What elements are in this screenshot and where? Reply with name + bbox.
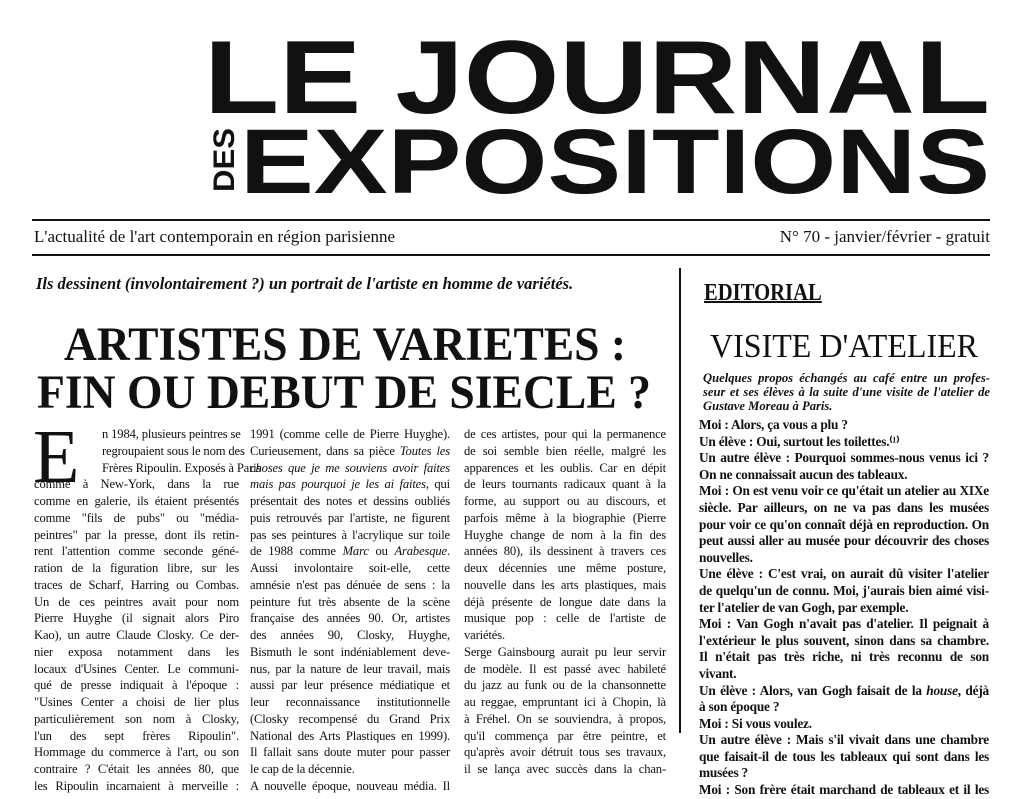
- text-line: Il fallait sans doute muter pour passer: [250, 745, 450, 760]
- dialogue-line: que faisait-il de tous les tableaux qui sont dans les: [699, 748, 989, 764]
- text-line: puis retrouvés par l'artiste, ne figurent: [250, 510, 450, 525]
- text-line: National des Arts Plastiques en 1999).: [250, 728, 450, 743]
- dialogue-line: Un élève : Oui, surtout les toilettes.⁽¹⁾: [699, 433, 900, 449]
- text-line: locaux d'Usines Center. Le communi-: [34, 661, 239, 676]
- masthead-title-line2: EXPOSITIONS: [240, 111, 990, 213]
- text-line: française des années 90. Or, artistes: [250, 611, 450, 626]
- editorial-dialogue: [699, 417, 989, 799]
- text-line: de ces artistes, pour qui la permanence: [464, 427, 666, 441]
- dialogue-line: Moi : Si vous voulez.: [699, 715, 812, 731]
- text-line: nier exposa notamment dans les: [34, 644, 239, 659]
- text-line: amnésie n'est pas dénuée de sens : la: [250, 577, 450, 592]
- article-column-2: [250, 426, 450, 795]
- dialogue-line: l'extérieur le plus souvent, sinon dans sa chambre.: [699, 632, 989, 648]
- text-line: mais pas pourquoi je les ai faites, qui: [250, 477, 451, 492]
- text-line: forme, au support ou au discours, et: [464, 494, 666, 508]
- text-line: variétés.: [464, 628, 505, 642]
- text-line: de 1988 comme Marc ou Arabesque.: [250, 544, 450, 559]
- text-line: contraire ? C'était les années 80, que: [34, 762, 239, 776]
- text-line: déjà présente de longue date dans la: [464, 594, 666, 609]
- text-line: parfois même à la biographie (Pierre: [464, 510, 666, 525]
- dialogue-line: Moi : Son frère était marchand de tableaux et il les: [699, 782, 989, 798]
- text-line: Curieusement, dans sa pièce Toutes les: [250, 443, 450, 458]
- text-line: comme "fils de pubs" ou "média-: [34, 510, 239, 525]
- headline-line2: FIN OU DEBUT DE SIECLE ?: [37, 366, 651, 419]
- text-line: 1991 (comme celle de Pierre Huyghe).: [250, 427, 450, 441]
- intro-line: Gustave Moreau à Paris.: [703, 399, 833, 414]
- text-line: l'un des sept frères Ripoulin".: [34, 728, 239, 743]
- editorial-title: [700, 322, 990, 366]
- text-line: regroupaient sous le nom des: [102, 443, 245, 458]
- dialogue-line: Moi : On est venu voir ce qu'était un atelier au XIXe: [699, 483, 989, 499]
- text-line: ration de la figuration libre, sur les: [34, 561, 239, 575]
- intro-line: Quelques propos échangés au café entre un profes-: [703, 371, 990, 385]
- article-headline: [0, 300, 680, 420]
- dialogue-line: musées ?: [699, 765, 748, 781]
- masthead-rule-bottom: [32, 254, 990, 256]
- text-line: qu'après avoir détruit tous ses travaux,: [464, 745, 666, 760]
- text-line: Huyghe change de nom à la fin des: [464, 527, 666, 542]
- article-kicker: Ils dessinent (involontairement ?) un portrait de l'artiste en homme de variétés.: [36, 274, 574, 293]
- text-line: pas ses peintures à l'acrylique sur toile: [250, 527, 450, 542]
- text-line: aussi par leur présence médiatique et: [250, 678, 450, 693]
- dialogue-line: vivant.: [699, 665, 737, 681]
- text-line: Frères Ripoulin. Exposés à Paris: [102, 460, 262, 475]
- dialogue-line: ter l'atelier de van Gogh, par exemple.: [699, 599, 909, 615]
- dialogue-line: pour voir ce qu'on connaît déjà en reproduction. On: [699, 516, 989, 532]
- drop-cap: E: [33, 415, 80, 499]
- dialogue-line: à son époque ?: [699, 699, 780, 715]
- text-line: Aussi involontaire soit-elle, cette: [250, 561, 450, 575]
- text-line: nus, par la nature de leur travail, mais: [250, 661, 450, 676]
- text-line: nouvelle dans les arts plastiques, mais: [464, 577, 666, 592]
- dialogue-line: Une élève : C'est vrai, on aurait dû visiter l'atelier: [699, 566, 989, 582]
- text-line: Un de ces peintres avait pour nom: [34, 594, 239, 609]
- text-line: qué de presse indiquait à l'époque :: [34, 678, 239, 693]
- dialogue-line: Moi : Alors, ça vous a plu ?: [699, 417, 848, 432]
- text-line: comme à New-York, dans la rue: [34, 477, 239, 492]
- editorial-section-label: EDITORIAL: [704, 280, 822, 306]
- text-line: Serge Gainsbourg aurait pu leur servir: [464, 644, 666, 659]
- editorial-intro: [703, 371, 990, 414]
- text-line: peinture fut très absente de la scène: [250, 594, 450, 609]
- dialogue-line: siècle. Par ailleurs, on ne va pas dans les musées: [699, 499, 989, 515]
- masthead-title-line1: LE JOURNAL: [204, 20, 990, 136]
- text-line: (Closky recompensé du Grand Prix: [250, 711, 450, 726]
- text-line: choses que je me souviens avoir faites: [250, 460, 450, 475]
- article-column-1: [34, 426, 262, 795]
- text-line: le cap de la décennie.: [250, 762, 355, 776]
- text-line: présentait des notes et dessins oubliés: [250, 494, 450, 508]
- dialogue-line: Un autre élève : Pourquoi sommes-nous venus ici ?: [699, 450, 989, 466]
- text-line: qu'il commença par être peintre, et: [464, 728, 666, 743]
- text-line: musique pop : celle de l'artiste de: [464, 611, 666, 626]
- text-line: du jazz au funk ou de la chansonnette: [464, 678, 666, 693]
- headline-line1: ARTISTES DE VARIETES :: [64, 318, 626, 371]
- text-line: Bismuth le sont indéniablement deve-: [250, 644, 450, 659]
- text-line: "Usines Center a choisi de lier plus: [34, 695, 239, 709]
- text-line: Kao), un autre Claude Closky. Ce der-: [34, 628, 239, 642]
- text-line: A nouvelle époque, nouveau média. Il: [250, 778, 450, 793]
- text-line: les Ripoulin incarnaient à merveille :: [34, 778, 239, 793]
- editorial-title-text: VISITE D'ATELIER: [710, 328, 979, 365]
- text-line: traces de Scharf, Harring ou Combas.: [34, 577, 239, 592]
- text-line: à Fréhel. On se souviendra, à propos,: [464, 711, 666, 726]
- text-line: années 80), ils dessinent à travers ces: [464, 544, 666, 559]
- text-line: n 1984, plusieurs peintres se: [102, 427, 241, 441]
- dialogue-line: nouvelles.: [699, 549, 753, 565]
- text-line: comme en galerie, ils étaient présentés: [34, 494, 239, 508]
- dialogue-line: de quelqu'un de connu. Moi, j'aurais bien aimé visi-: [699, 582, 989, 598]
- text-line: particulièrement son nom à Closky,: [34, 711, 239, 726]
- dialogue-line: Il n'était pas très riche, ni très reconnu de son: [699, 649, 989, 665]
- text-line: de soi semble bien réelle, malgré les: [464, 443, 666, 458]
- text-line: deux décennies une même posture,: [464, 561, 666, 575]
- text-line: apparences et les oublis. Car en dépit: [464, 460, 666, 475]
- masthead: [0, 0, 1024, 213]
- text-line: Hommage du commerce à l'art, ou son: [34, 745, 239, 760]
- dialogue-line: peut aussi aller au musée pour découvrir des choses: [699, 533, 989, 549]
- text-line: des années 90, Closky, Huyghe,: [250, 628, 450, 642]
- dialogue-line: On ne connaissait aucun des tableaux.: [699, 466, 908, 482]
- masthead-rule-top: [32, 219, 990, 221]
- dialogue-line: Un élève : Alors, van Gogh faisait de la house, déjà: [699, 682, 989, 698]
- text-line: leur reconnaissance institutionnelle: [250, 695, 450, 709]
- intro-line: seur et ses élèves à la suite d'une visite de l'atelier de: [703, 385, 990, 400]
- tagline: L'actualité de l'art contemporain en région parisienne: [34, 227, 396, 246]
- masthead-des: DES: [208, 130, 241, 192]
- text-line: il se lança avec succès dans la chan-: [464, 762, 666, 776]
- text-line: peintres" par la presse, dont ils retin-: [34, 527, 239, 542]
- text-line: au reggae, empruntant ici à Chopin, là: [464, 695, 666, 709]
- issue-info: N° 70 - janvier/février - gratuit: [779, 227, 990, 246]
- dialogue-line: Un autre élève : Mais s'il vivait dans une chambre: [699, 732, 989, 748]
- dialogue-line: Moi : Van Gogh n'avait pas d'atelier. Il peignait à: [699, 616, 989, 632]
- text-line: rent l'attention comme seconde géné-: [34, 544, 239, 559]
- text-line: Pierre Huyghe (il signait alors Piro: [34, 611, 239, 626]
- text-line: de leurs tournants radicaux quant à la: [464, 477, 666, 492]
- text-line: de modèle. Il est passé avec habileté: [464, 661, 666, 676]
- article-column-3: [464, 426, 666, 778]
